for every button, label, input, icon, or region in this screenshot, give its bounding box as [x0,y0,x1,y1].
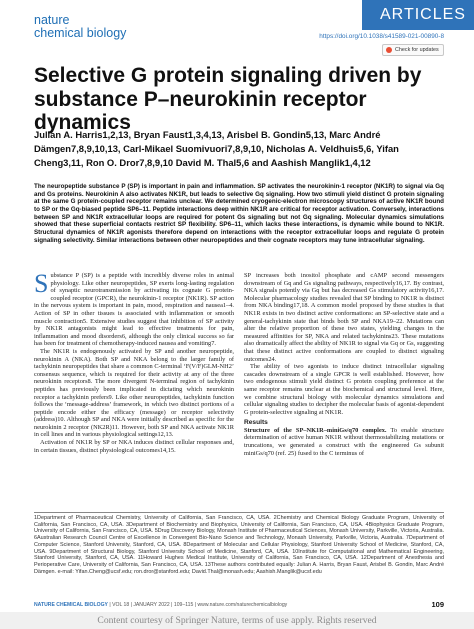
intro-paragraph-5: The ability of two agonists to induce distinct intracellular signaling cascades downstream of a single GPCR is well established. However, how two endogenous stimuli yield distinct G protein coupling preference at the same receptor remains unclear at the biochemical and structural level. Here, we combine structural biology with molecular dynamics simulations and cellular signaling studies to decipher the molecular basis of agonist-dependent G protein-selective signaling at NK1R. [244,363,444,416]
affiliation-divider [34,512,444,513]
footer-journal: NATURE CHEMICAL BIOLOGY [34,602,108,608]
body-column-left [34,269,234,454]
intro-paragraph-1 [34,269,234,348]
update-icon [386,47,392,53]
drop-cap: S [34,269,49,298]
journal-name-line1: nature [34,13,70,27]
journal-name-line2: chemical biology [34,26,127,40]
intro-paragraph-4: SP increases both inositol phosphate and cAMP second messengers downstream of Gq and Gs signaling pathways, respectively16,17. By contrast, NKA signals potently via Gq but has decreased Gs stimulatory activity16,17. Molecular pharmacology studies revealed that SP binding to NK1R is distinct from NKA binding17,18. A common model proposed by these studies is that NK1R exists in two distinct active conformations: an SP-selective state and a general-tachykinin state that binds both SP and NKA19–22. Mutations can alter the relative proportion of these two states, yielding changes in the measured affinities for SP, NKA and related tachykinins23. These mutations also dramatically affect the ability of NK1R to signal via Gq or Gs, suggesting that these distinct active conformations are coupled to distinct signaling outcomes24. [244,272,444,363]
affiliations: 1Department of Pharmaceutical Chemistry, University of California, San Francisco, CA, USA. 2Chemistry and Chemical Biology Graduate Program, University of California, San Francisco, CA, USA. 3Department of Biochemistry and Biophysics, University of California, San Francisco, CA, USA. 4Biophysics Graduate Program, University of California, San Francisco, CA, USA. 5Drug Discovery Biology, Monash Institute of Pharmaceutical Sciences, Monash University, Parkville, Victoria, Australia. 6Australian Research Council Centre of Excellence in Convergent Bio-Nano Science and Technology, Monash University, Parkville, Victoria, Australia. 7Department of Computer Science, Stanford University, Stanford, CA, USA. 8Department of Molecular and Cellular Physiology, Stanford University School of Medicine, Stanford, CA, USA. 9Department of Structural Biology, Stanford University School of Medicine, Stanford, CA, USA. 10Institute for Computational and Mathematical Engineering, Stanford University, Stanford, CA, USA. 11Howard Hughes Medical Institute, University of California, San Francisco, CA, USA. 12Department of Anesthesia and Perioperative Care, University of California, San Francisco, CA, USA. 13These authors contributed equally: Julian A. Harris, Bryan Faust, Arisbel B. Gondin, Marc André Dämgen. e-mail: Yifan.Cheng@ucsf.edu; ron.dror@stanford.edu; David.Thal@monash.edu; Aashish.Manglik@ucsf.edu [34,515,444,575]
article-title: Selective G protein signaling driven by substance P–neurokinin receptor dynamics [34,64,422,134]
journal-logo[interactable] [34,14,126,40]
doi-link[interactable]: https://doi.org/10.1038/s41589-021-00890-8 [319,33,444,40]
check-updates-label: Check for updates [395,47,439,53]
body-column-right [244,272,444,457]
page-footer [34,602,444,608]
results-subheading: Structure of the SP–NK1R–miniGs/q70 complex. [244,426,387,434]
check-updates-button[interactable] [382,44,444,56]
page-header [0,0,474,58]
intro-paragraph-3: Activation of NK1R by SP or NKA induces distinct cellular responses and, in certain tissues, distinct physiological outcomes14,15. [34,439,234,454]
author-list: Julian A. Harris1,2,13, Bryan Faust1,3,4,13, Arisbel B. Gondin5,13, Marc André Dämgen7,8,9,10,13, Carl-Mikael Suomivuori7,8,9,10, Nicholas A. Veldhuis5,6, Yifan Cheng3,11, Ron O. Dror7,8,9,10 David M. Thal5,6 and Aashish Manglik1,4,12 [34,129,399,168]
section-label: ARTICLES [362,0,474,30]
footer-issue[interactable]: | VOL 18 | JANUARY 2022 | 109–115 | www.nature.com/naturechemicalbiology [109,602,288,608]
results-paragraph [244,427,444,457]
results-text: To enable structure determination of active human NK1R without thermostabilizing mutations or truncations, we generated a construct with the engineered Gs subunit miniGs/q70 (ref. 25) fused to the C terminus of [244,426,444,457]
results-heading: Results [244,419,268,427]
courtesy-banner: Content courtesy of Springer Nature, terms of use apply. Rights reserved [0,612,474,629]
abstract: The neuropeptide substance P (SP) is important in pain and inflammation. SP activates the neurokinin-1 receptor (NK1R) to signal via Gq and Gs proteins. Neurokinin A also activates NK1R, but leads to selective Gq signaling. How two stimuli yield distinct G protein signaling at the same G protein-coupled receptor remains unclear. We determined cryogenic-electron microscopy structures of active NK1R bound to SP or the Gq-biased peptide SP6–11. Peptide interactions deep within NK1R are critical for receptor activation. Conversely, interactions between SP and NK1R extracellular loops are required for potent Gs signaling but not Gq signaling. Molecular dynamics simulations showed that these superficial contacts restrict SP flexibility. SP6–11, which lacks these interactions, is dynamic while bound to NK1R. Structural dynamics of NK1R agonists therefore depend on interactions with the receptor extracellular loops and regulate G protein signaling selectivity. Similar interactions between other neuropeptides and their cognate receptors may tune intracellular signaling. [34,183,444,244]
intro-paragraph-1-text: ubstance P (SP) is a peptide with incredibly diverse roles in animal physiology. Like other neuropeptides, SP exerts long-lasting regulation of synaptic neurotransmission by activating its cognate G protein-coupled receptor (GPCR), the neurokinin-1 receptor (NK1R). SP action in the nervous system is important in pain, mood, respiration and nausea1–4. Action of SP in other tissues is associated with inflammation or smooth muscle contraction5. Extensive studies suggest that inhibition of SP activity by NK1R antagonists might lead to effective treatments for pain, inflammation and mood disorders6, although the only clinical success so far has been for treatment of chemotherapy-induced nausea and vomiting7. [34,272,234,348]
page-number: 109 [431,600,444,609]
intro-paragraph-2: The NK1R is endogenously activated by SP and another neuropeptide, neurokinin A (NKA). Both SP and NKA belong to the larger family of tachykinin neuropeptides that share a common C-terminal ‘F(V/F)GLM-NH2’ consensus sequence, which is required for their activity at any of the three neurokinin receptors8. The more divergent N-terminal region of tachykinin peptides has previously been implicated in dictating which neurokinin receptor a tachykinin prefers9. Like other neuropeptides, tachykinin function follows the ‘message-address’ framework, in which two distinct portions of a peptide encode either the efficacy (message) or receptor selectivity (address)10. Although SP and NKA were initially described as specific for the neurokinin 2 receptor (NK2R)11. However, both SP and NKA activate NK1R in cell lines and in various physiological settings12,13. [34,347,234,439]
